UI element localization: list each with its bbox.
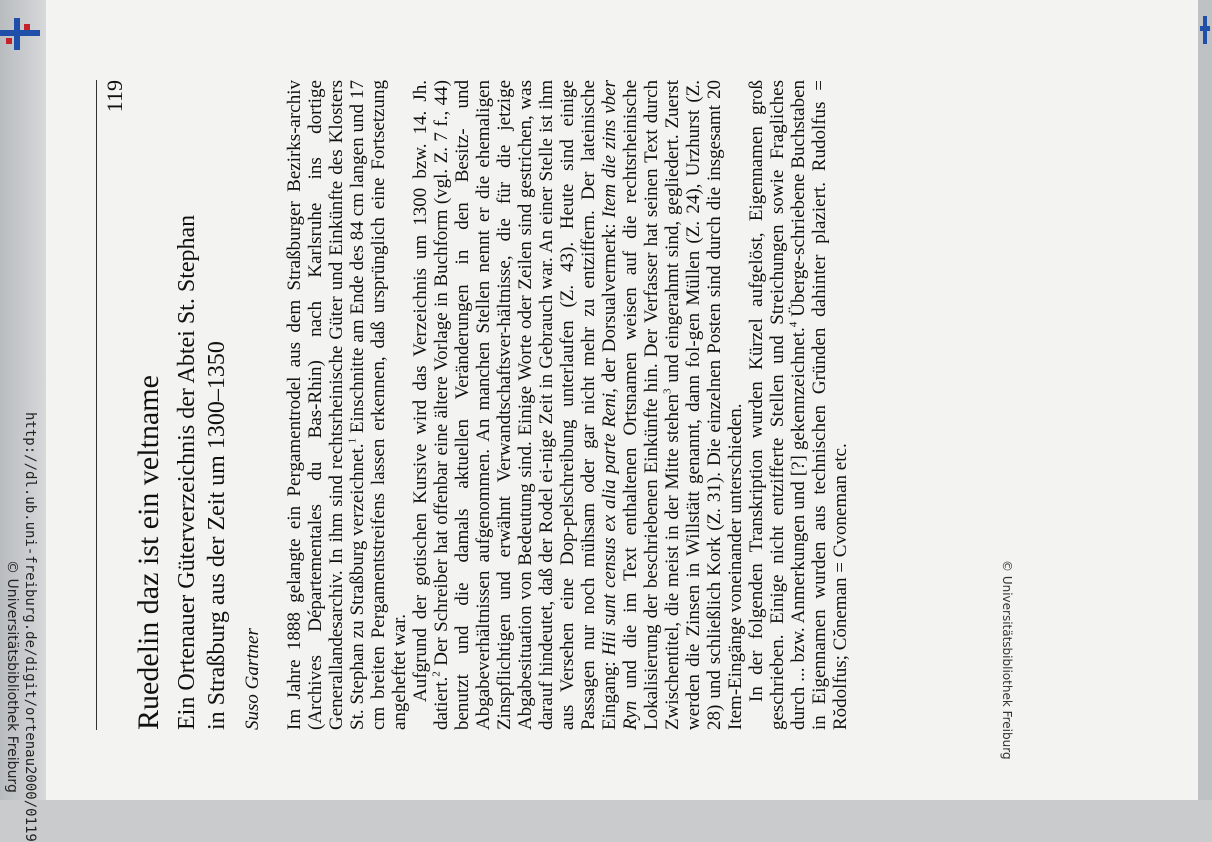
paragraph-2: Aufgrund der gotischen Kursive wird das Verzeichnis um 1300 bzw. 14. Jh. datiert.$^2$ Der Schreiber hat offenbar eine ältere Vorlage in Buchform (vgl. Z. 7 f., 44) benutzt und die damals aktuellen Veränderungen in den Besitz- und Abgabeverhältnissen aufgenommen. An manchen Stellen nennt er die ehemaligen Zinspflichtigen und erwähnt Verwandtschaftsver-hältnisse, die für die jetzige Abgabesituation von Bedeutung sind. Einige Worte oder Zeilen sind gestrichen, was darauf hindeutet, daß der Rodel ei-nige Zeit in Gebrauch war. An einer Stelle ist ihm aus Versehen eine Dop-pelschreibung unterlaufen (Z. 43). Heute sind einige Passagen nur noch mühsam oder gar nicht mehr zu entziffern. Der lateinische Eingang: Hii sunt census ex alia parte Reni, der Dorsualvermerk: Item die zins vber Ryn und die im Text enthaltenen Ortsnamen weisen auf die rechtsrheinische Lokalisierung der beschriebenen Einkünfte hin. Der Verfasser hat seinen Text durch Zwischentitel, die meist in der Mitte stehen$^3$ und eingerahmt sind, gegliedert. Zuerst werden die Zinsen in Willstätt genannt, dann fol-gen Müllen (Z. 24), Urzhurst (Z. 28) und schließlich Kork (Z. 31). Die einzelnen Posten sind durch die insgesamt 20 Item-Eingänge voneinander unterschieden. (410, 80, 746, 730)
subtitle-line-2: in Straßburg aus der Zeit um 1300–1350 (204, 341, 230, 730)
header-rule (96, 80, 97, 730)
document-url[interactable]: http://dl.ub.uni-freiburg.de/digit/ortenau2000/0119 (22, 412, 38, 842)
paragraph-1: Im Jahre 1888 gelangte ein Pergamentrodel aus dem Straßburger Bezirks-archiv (Archives Départementales du Bas-Rhin) nach Karlsruhe ins dortige Generallandesarchiv. In ihm sind rechtsrheinische Güter und Einkünfte des Klosters St. Stephan zu Straßburg verzeichnet.$^1$ Einschnitte am Ende des 84 cm langen und 17 cm breiten Pergamentstreifens lassen erkennen, daß ursprünglich eine Fortsetzung angeheftet war. (284, 80, 410, 730)
subtitle-line-1: Ein Ortenauer Güterverzeichnis der Abtei St. Stephan (174, 214, 200, 730)
scanned-page (46, 0, 1198, 800)
rotated-page-content (46, 0, 1198, 800)
article-subtitle (172, 80, 232, 730)
article-text (284, 80, 851, 730)
library-logo-icon (0, 14, 40, 54)
paragraph-3: In der folgenden Transkription wurden Kürzel aufgelöst, Eigennamen groß geschrieben. Einige nicht entzifferte Stellen und Streichungen sowie Fragliches durch ... bzw. Anmerkungen und [?] gekennzeichnet.$^4$ Überge-schriebene Buchstaben in Eigennamen wurden aus technischen Gründen dahinter plaziert. Rudolfus = Rŏdolfus; Cŏneman = Cvoneman etc. (746, 80, 851, 730)
copyright-notice-right: © Universitätsbibliothek Freiburg (1000, 560, 1015, 760)
library-logo-small-icon (1200, 14, 1210, 48)
article-title: Ruedelin daz ist ein veltname (132, 375, 165, 730)
article-author: Suso Gartner (242, 628, 263, 730)
page-number: 119 (102, 80, 127, 113)
viewer-right-margin (1198, 0, 1212, 800)
copyright-notice: © Universitätsbibliothek Freiburg (4, 560, 20, 793)
